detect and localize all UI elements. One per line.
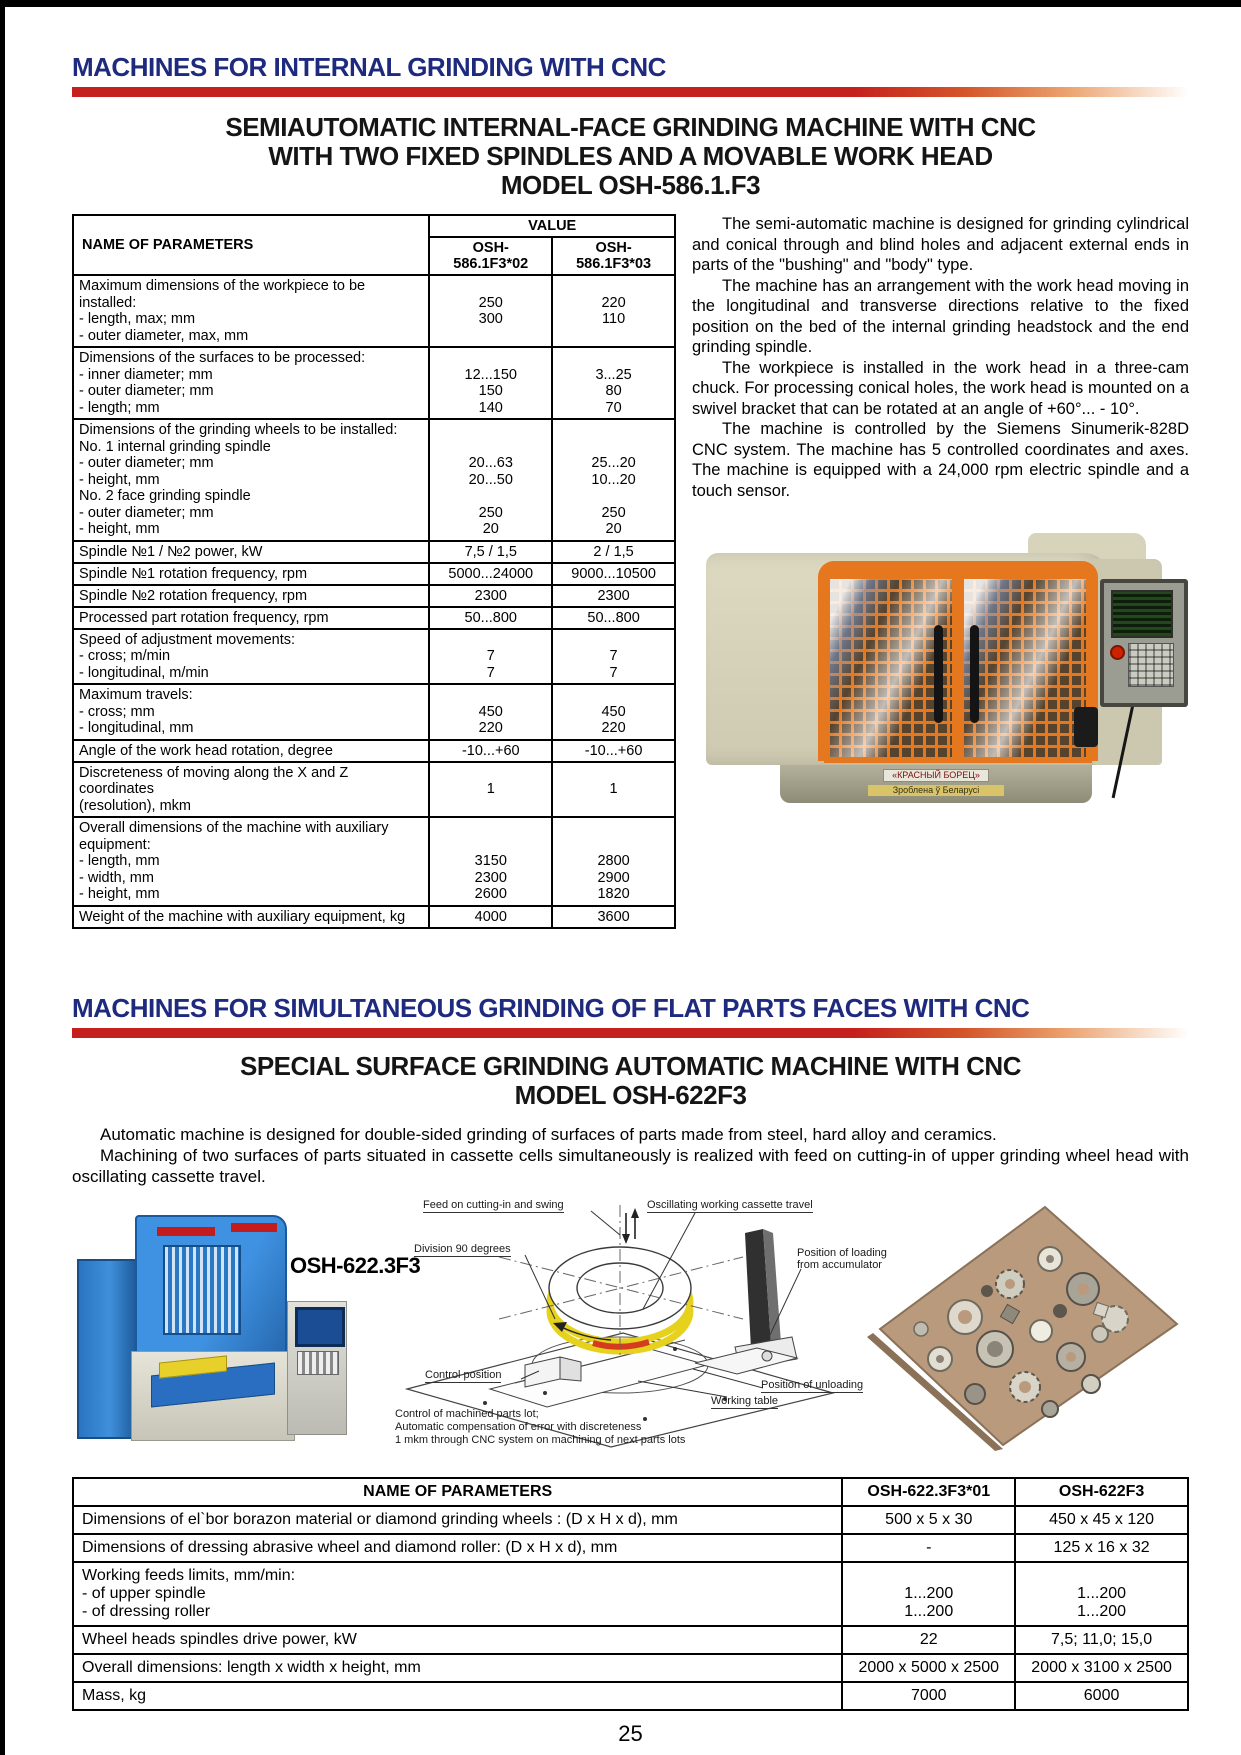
description-paragraph: The workpiece is installed in the work head in a three-cam chuck. For processing conical holes, the work head is mounted on a swivel bracket that can be rotated at an angle of +60°... - 10°. [692,358,1189,418]
value-cell: 7,5 / 1,5 [429,541,552,563]
table-row [73,817,675,906]
param-cell: Working feeds limits, mm/min: - of upper spindle - of dressing roller [73,1562,842,1626]
section2-title [72,1052,1189,1110]
value-cell: -10...+60 [429,740,552,762]
param-cell: Dimensions of the surfaces to be processed: - inner diameter; mm - outer diameter; mm - length; mm [73,347,429,419]
value-cell: 1 [429,762,552,818]
section1-right-column [692,214,1189,929]
value-cell: 2300 [552,585,675,607]
table-row [73,906,675,928]
description-paragraph: The machine has an arrangement with the work head moving in the longitudinal and transverse directions relative to the fixed position on the bed of the internal grinding headstock and the end grinding spindle. [692,276,1189,356]
section1-title [72,113,1189,200]
label-line: Position of loading [797,1246,887,1259]
section2-red-bar [72,1028,1189,1038]
table-row [73,541,675,563]
table-row [73,684,675,740]
value-cell: 1...200 1...200 [842,1562,1015,1626]
param-cell: Maximum travels: - cross; mm - longitudinal, mm [73,684,429,740]
parameters-table-osh622 [72,1477,1189,1711]
param-header-cell: NAME OF PARAMETERS [73,215,429,275]
value-cell: 450 220 [552,684,675,740]
table-row [73,762,675,818]
caption-line: 1 mkm through CNC system on machining of next parts lots [395,1433,686,1446]
red-nameplate [231,1223,277,1232]
param-header-cell: NAME OF PARAMETERS [73,1478,842,1506]
value-cell: 2300 [429,585,552,607]
parameters-table-osh586 [72,214,676,929]
value-cell: 7,5; 11,0; 15,0 [1015,1626,1188,1654]
door-handle [970,625,979,723]
brand-badge: «КРАСНЫЙ БОРЕЦ» [883,769,989,782]
table-row [73,419,675,541]
cnc-keypad [1128,643,1174,687]
table-row [73,585,675,607]
value-cell: 450 220 [429,684,552,740]
table-row [73,275,675,347]
value-cell: 2 / 1,5 [552,541,675,563]
machined-parts-photo [845,1199,1185,1451]
table-row [73,607,675,629]
value-cell: 3150 2300 2600 [429,817,552,906]
value-cell: 1 [552,762,675,818]
param-cell: Dimensions of the grinding wheels to be installed: No. 1 internal grinding spindle - outer diameter; mm - height, mm No. 2 face grinding spindle - outer diameter; mm - height, mm [73,419,429,541]
title-line: SPECIAL SURFACE GRINDING AUTOMATIC MACHINE WITH CNC [240,1050,1021,1081]
table-row [73,347,675,419]
machine-description [692,214,1189,501]
intro-paragraph: Automatic machine is designed for double-sided grinding of surfaces of parts made from steel, hard alloy and ceramics. [100,1124,997,1144]
param-cell: Overall dimensions of the machine with auxiliary equipment: - length, mm - width, mm - height, mm [73,817,429,906]
value-cell: 500 x 5 x 30 [842,1506,1015,1534]
table-row [73,1654,1188,1682]
machine-doors-frame [818,561,1098,761]
process-diagram [395,1197,900,1453]
value-cell: 2800 2900 1820 [552,817,675,906]
machine-base [780,765,1092,803]
value-cell: 7 7 [552,629,675,685]
value-cell: 25...20 10...20 250 20 [552,419,675,541]
control-keypad [297,1351,339,1375]
value-cell: 220 110 [552,275,675,347]
section1-header: MACHINES FOR INTERNAL GRINDING WITH CNC [72,52,666,82]
hand-pendant [1074,707,1098,747]
control-screen [295,1307,345,1347]
param-cell: Dimensions of dressing abrasive wheel and diamond roller: (D x H x d), mm [73,1534,842,1562]
value-cell: 450 x 45 x 120 [1015,1506,1188,1534]
table-row [73,1682,1188,1710]
param-cell: Angle of the work head rotation, degree [73,740,429,762]
diagram-caption [395,1408,685,1447]
value-header-cell: VALUE [429,215,675,237]
figure-strip [72,1197,1189,1453]
machine-photo-osh622 [75,1201,347,1449]
value-cell: 2000 x 3100 x 2500 [1015,1654,1188,1682]
value-cell: 50...800 [552,607,675,629]
param-cell: Weight of the machine with auxiliary equipment, kg [73,906,429,928]
model-label: OSH-622.3F3 [290,1252,421,1278]
emergency-stop-button [1110,645,1125,660]
diagram-label-working-table: Working table [711,1394,779,1407]
origin-sticker: Зроблена ў Беларусі [868,785,1004,796]
table-row [73,1626,1188,1654]
machine-photo-osh586 [692,515,1189,807]
diagram-label-oscillating: Oscillating working cassette travel [647,1198,813,1211]
cnc-screen [1111,590,1173,638]
title-line: MODEL OSH-622F3 [514,1079,747,1110]
value-cell: 2000 x 5000 x 2500 [842,1654,1015,1682]
value-cell: 250 300 [429,275,552,347]
value-cell: 7000 [842,1682,1015,1710]
value-cell: 6000 [1015,1682,1188,1710]
diagram-label-division: Division 90 degrees [414,1242,511,1255]
value-cell: 20...63 20...50 250 20 [429,419,552,541]
model-header-cell: OSH-586.1F3*03 [552,237,675,275]
value-cell: 9000...10500 [552,563,675,585]
diagram-label-control-position: Control position [425,1368,502,1381]
caption-line: Automatic compensation of error with discreteness [395,1420,642,1433]
description-paragraph: The semi-automatic machine is designed for grinding cylindrical and conical through and blind holes and adjacent external ends in parts of the "bushing" and "body" type. [692,215,1189,274]
title-line: WITH TWO FIXED SPINDLES AND A MOVABLE WORK HEAD [268,141,993,171]
title-line: SEMIAUTOMATIC INTERNAL-FACE GRINDING MACHINE WITH CNC [225,112,1036,142]
diagram-label-feed: Feed on cutting-in and swing [423,1198,564,1211]
section1-main [72,214,1189,929]
param-cell: Mass, kg [73,1682,842,1710]
section2-intro [72,1124,1189,1187]
value-cell: 12...150 150 140 [429,347,552,419]
param-cell: Dimensions of el`bor borazon material or diamond grinding wheels : (D x H x d), mm [73,1506,842,1534]
value-cell: 7 7 [429,629,552,685]
value-cell: 3600 [552,906,675,928]
table-row [73,629,675,685]
model-header-cell: OSH-622F3 [1015,1478,1188,1506]
value-cell: 50...800 [429,607,552,629]
value-cell: 1...200 1...200 [1015,1562,1188,1626]
param-cell: Spindle №1 / №2 power, kW [73,541,429,563]
door-mesh [964,579,1086,757]
page-number: 25 [618,1720,643,1746]
description-paragraph: The machine is controlled by the Siemens Sinumerik-828D CNC system. The machine has 5 controlled coordinates and axes. The machine is equipped with a 24,000 rpm electric spindle and a touch sensor. [692,420,1189,500]
param-cell: Overall dimensions: length x width x height, mm [73,1654,842,1682]
cnc-control-panel [1100,579,1188,707]
cabinet-vents [163,1245,241,1335]
param-cell: Processed part rotation frequency, rpm [73,607,429,629]
door-handle [934,625,943,723]
red-nameplate [157,1227,215,1236]
param-cell: Discreteness of moving along the X and Z coordinates (resolution), mkm [73,762,429,818]
table-row [73,1506,1188,1534]
value-cell: 22 [842,1626,1015,1654]
param-cell: Speed of adjustment movements: - cross; m/min - longitudinal, m/min [73,629,429,685]
value-cell: 4000 [429,906,552,928]
caption-line: Control of machined parts lot; [395,1407,539,1420]
model-header-cell: OSH-622.3F3*01 [842,1478,1015,1506]
value-cell: 5000...24000 [429,563,552,585]
value-cell: 3...25 80 70 [552,347,675,419]
model-header-cell: OSH-586.1F3*02 [429,237,552,275]
section1-red-bar [72,87,1189,97]
label-line: from accumulator [797,1258,882,1271]
title-line: MODEL OSH-586.1.F3 [500,170,761,200]
param-cell: Wheel heads spindles drive power, kW [73,1626,842,1654]
value-cell: - [842,1534,1015,1562]
param-cell: Maximum dimensions of the workpiece to be installed: - length, max; mm - outer diameter, max, mm [73,275,429,347]
intro-paragraph: Machining of two surfaces of parts situated in cassette cells simultaneously is realized with feed on cutting-in of upper grinding wheel head with oscillating cassette travel. [72,1145,1189,1186]
accumulator-tower [77,1259,137,1439]
value-cell: -10...+60 [552,740,675,762]
value-cell: 125 x 16 x 32 [1015,1534,1188,1562]
param-cell: Spindle №1 rotation frequency, rpm [73,563,429,585]
section2-header: MACHINES FOR SIMULTANEOUS GRINDING OF FLAT PARTS FACES WITH CNC [72,992,1030,1023]
table-row [73,740,675,762]
table-row [73,563,675,585]
table-row [73,1534,1188,1562]
table-row [73,1562,1188,1626]
diagram-label-unloading: Position of unloading [761,1378,864,1391]
param-cell: Spindle №2 rotation frequency, rpm [73,585,429,607]
